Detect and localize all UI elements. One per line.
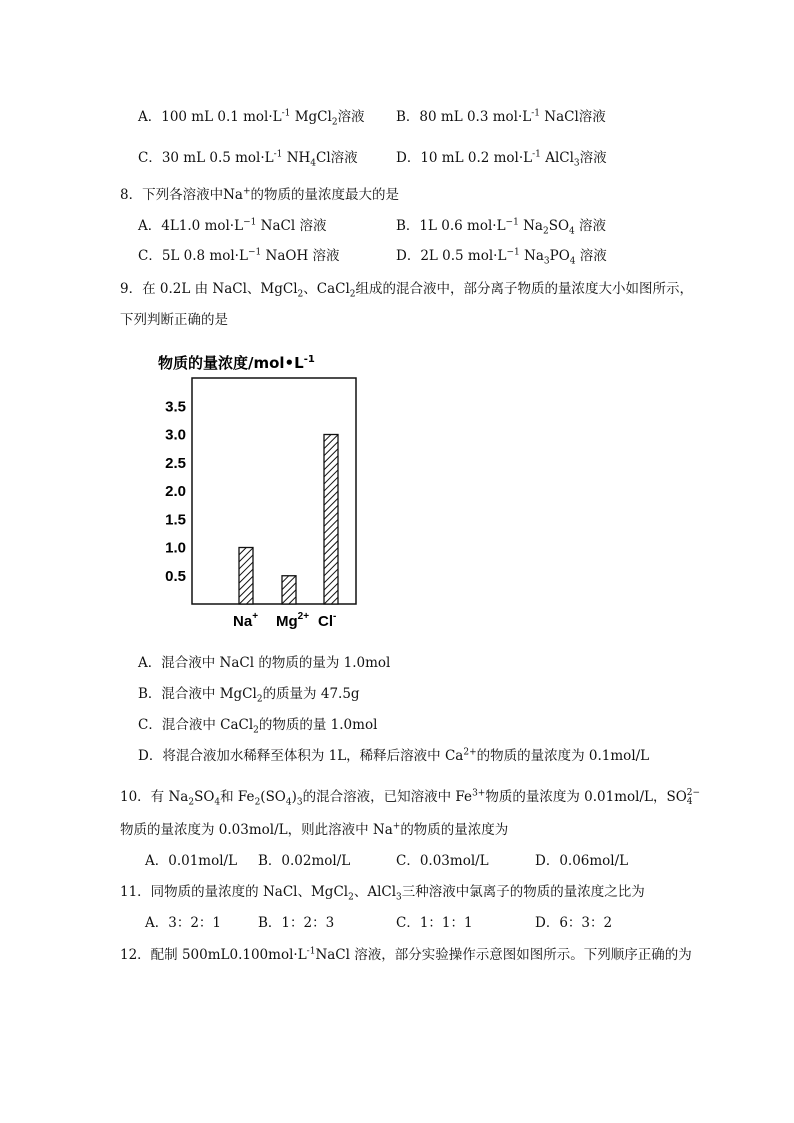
q11-option-d: D．6：3：2	[535, 915, 613, 931]
q12-stem: 12．配制 $500mL0.100mol\cdot L^{-1}NaCl$ 溶液，部分实验操作示意图如图所示。下列顺序正确的为	[120, 946, 692, 963]
q7-option-d: D．10 mL 0.2 $mol\cdot L^{-1}$ AlCl$_3$溶液	[396, 149, 607, 169]
bar	[239, 548, 253, 605]
y-tick-label: 1.0	[165, 539, 186, 557]
bars	[239, 435, 338, 605]
q11-option-c: C．1：1：1	[396, 915, 473, 931]
q8-stem: 8．下列各溶液中Na+的物质的量浓度最大的是	[120, 186, 399, 203]
q9-stem-line1: 9．在 0.2L 由 NaCl、MgCl$_2$、CaCl$_2$组成的混合液中，部分离子物质的量浓度大小如图所示，	[120, 281, 694, 300]
q10-option-a: A．0.01mol/L	[145, 853, 238, 869]
y-axis-ticks	[165, 398, 186, 585]
q10-option-c: C．0.03mol/L	[396, 853, 489, 869]
q11-option-a: A．3：2：1	[145, 915, 222, 931]
category-label: Cl-	[318, 611, 337, 630]
q9-option-d: D．将混合液加水稀释至体积为 1L，稀释后溶液中 $Ca^{2+}$的物质的量浓度为 0.1mol/L	[138, 747, 650, 764]
y-tick-label: 0.5	[165, 567, 186, 585]
bar	[282, 576, 296, 604]
x-axis-labels	[233, 611, 336, 630]
q7-option-a: A．100 mL 0.1 $mol\cdot L^{-1}$ MgCl$_2$溶液	[138, 108, 365, 128]
bar	[324, 435, 338, 605]
q8-option-c: C．5L 0.8 $mol\cdot L^{-1}$ NaOH 溶液	[138, 247, 340, 264]
q8-option-a: A．4L1.0 $mol\cdot L^{-1}$ NaCl 溶液	[138, 217, 327, 234]
q10-option-d: D．0.06mol/L	[535, 853, 629, 869]
category-label: $Mg^{2+}$	[276, 611, 310, 630]
q11-option-b: B．1：2：3	[258, 915, 335, 931]
q9-option-c: C．混合液中 CaCl$_2$的物质的量 1.0mol	[138, 717, 378, 736]
q7-option-c: C．30 mL 0.5 $mol\cdot L^{-1}$ $NH_4Cl$溶液	[138, 149, 358, 169]
q11-stem: 11．同物质的量浓度的 NaCl、MgCl$_2$、AlCl$_3$三种溶液中氯离子的物质的量浓度之比为	[120, 884, 645, 903]
y-tick-label: 3.5	[165, 398, 186, 416]
chart-title: 物质的量浓度$/mol•L^{-1}$	[158, 354, 315, 372]
q10-option-b: B．0.02mol/L	[258, 853, 351, 869]
q8-option-b: B．1L 0.6 $mol\cdot L^{-1}$ $Na_2SO_4$ 溶液	[396, 217, 607, 237]
category-label: Na+	[233, 611, 259, 630]
q9-option-b: B．混合液中 MgCl$_2$的质量为 47.5g	[138, 686, 360, 705]
q10-stem-line1: 10．有 $Na_2SO_4$和 $Fe_2(SO_4)_3$的混合溶液，已知溶液中 $Fe^{3+}$物质的量浓度为 0.01mol/L，SO 2− 4	[120, 787, 701, 808]
q9-option-a: A．混合液中 NaCl 的物质的量为 1.0mol	[138, 655, 391, 671]
q10-stem-line2: 物质的量浓度为 0.03mol/L，则此溶液中 Na+的物质的量浓度为	[120, 821, 509, 838]
q8-option-d: D．2L 0.5 $mol\cdot L^{-1}$ $Na_3PO_4$ 溶液	[396, 247, 607, 267]
y-tick-label: 2.0	[165, 483, 186, 500]
q9-stem-line2: 下列判断正确的是	[120, 312, 228, 328]
y-tick-label: 2.5	[165, 454, 186, 472]
y-tick-label: 1.5	[165, 511, 186, 529]
q7-option-b: B．80 mL 0.3 $mol\cdot L^{-1}$ NaCl溶液	[396, 108, 606, 125]
concentration-bar-chart	[140, 342, 380, 634]
y-tick-label: 3.0	[165, 426, 186, 444]
